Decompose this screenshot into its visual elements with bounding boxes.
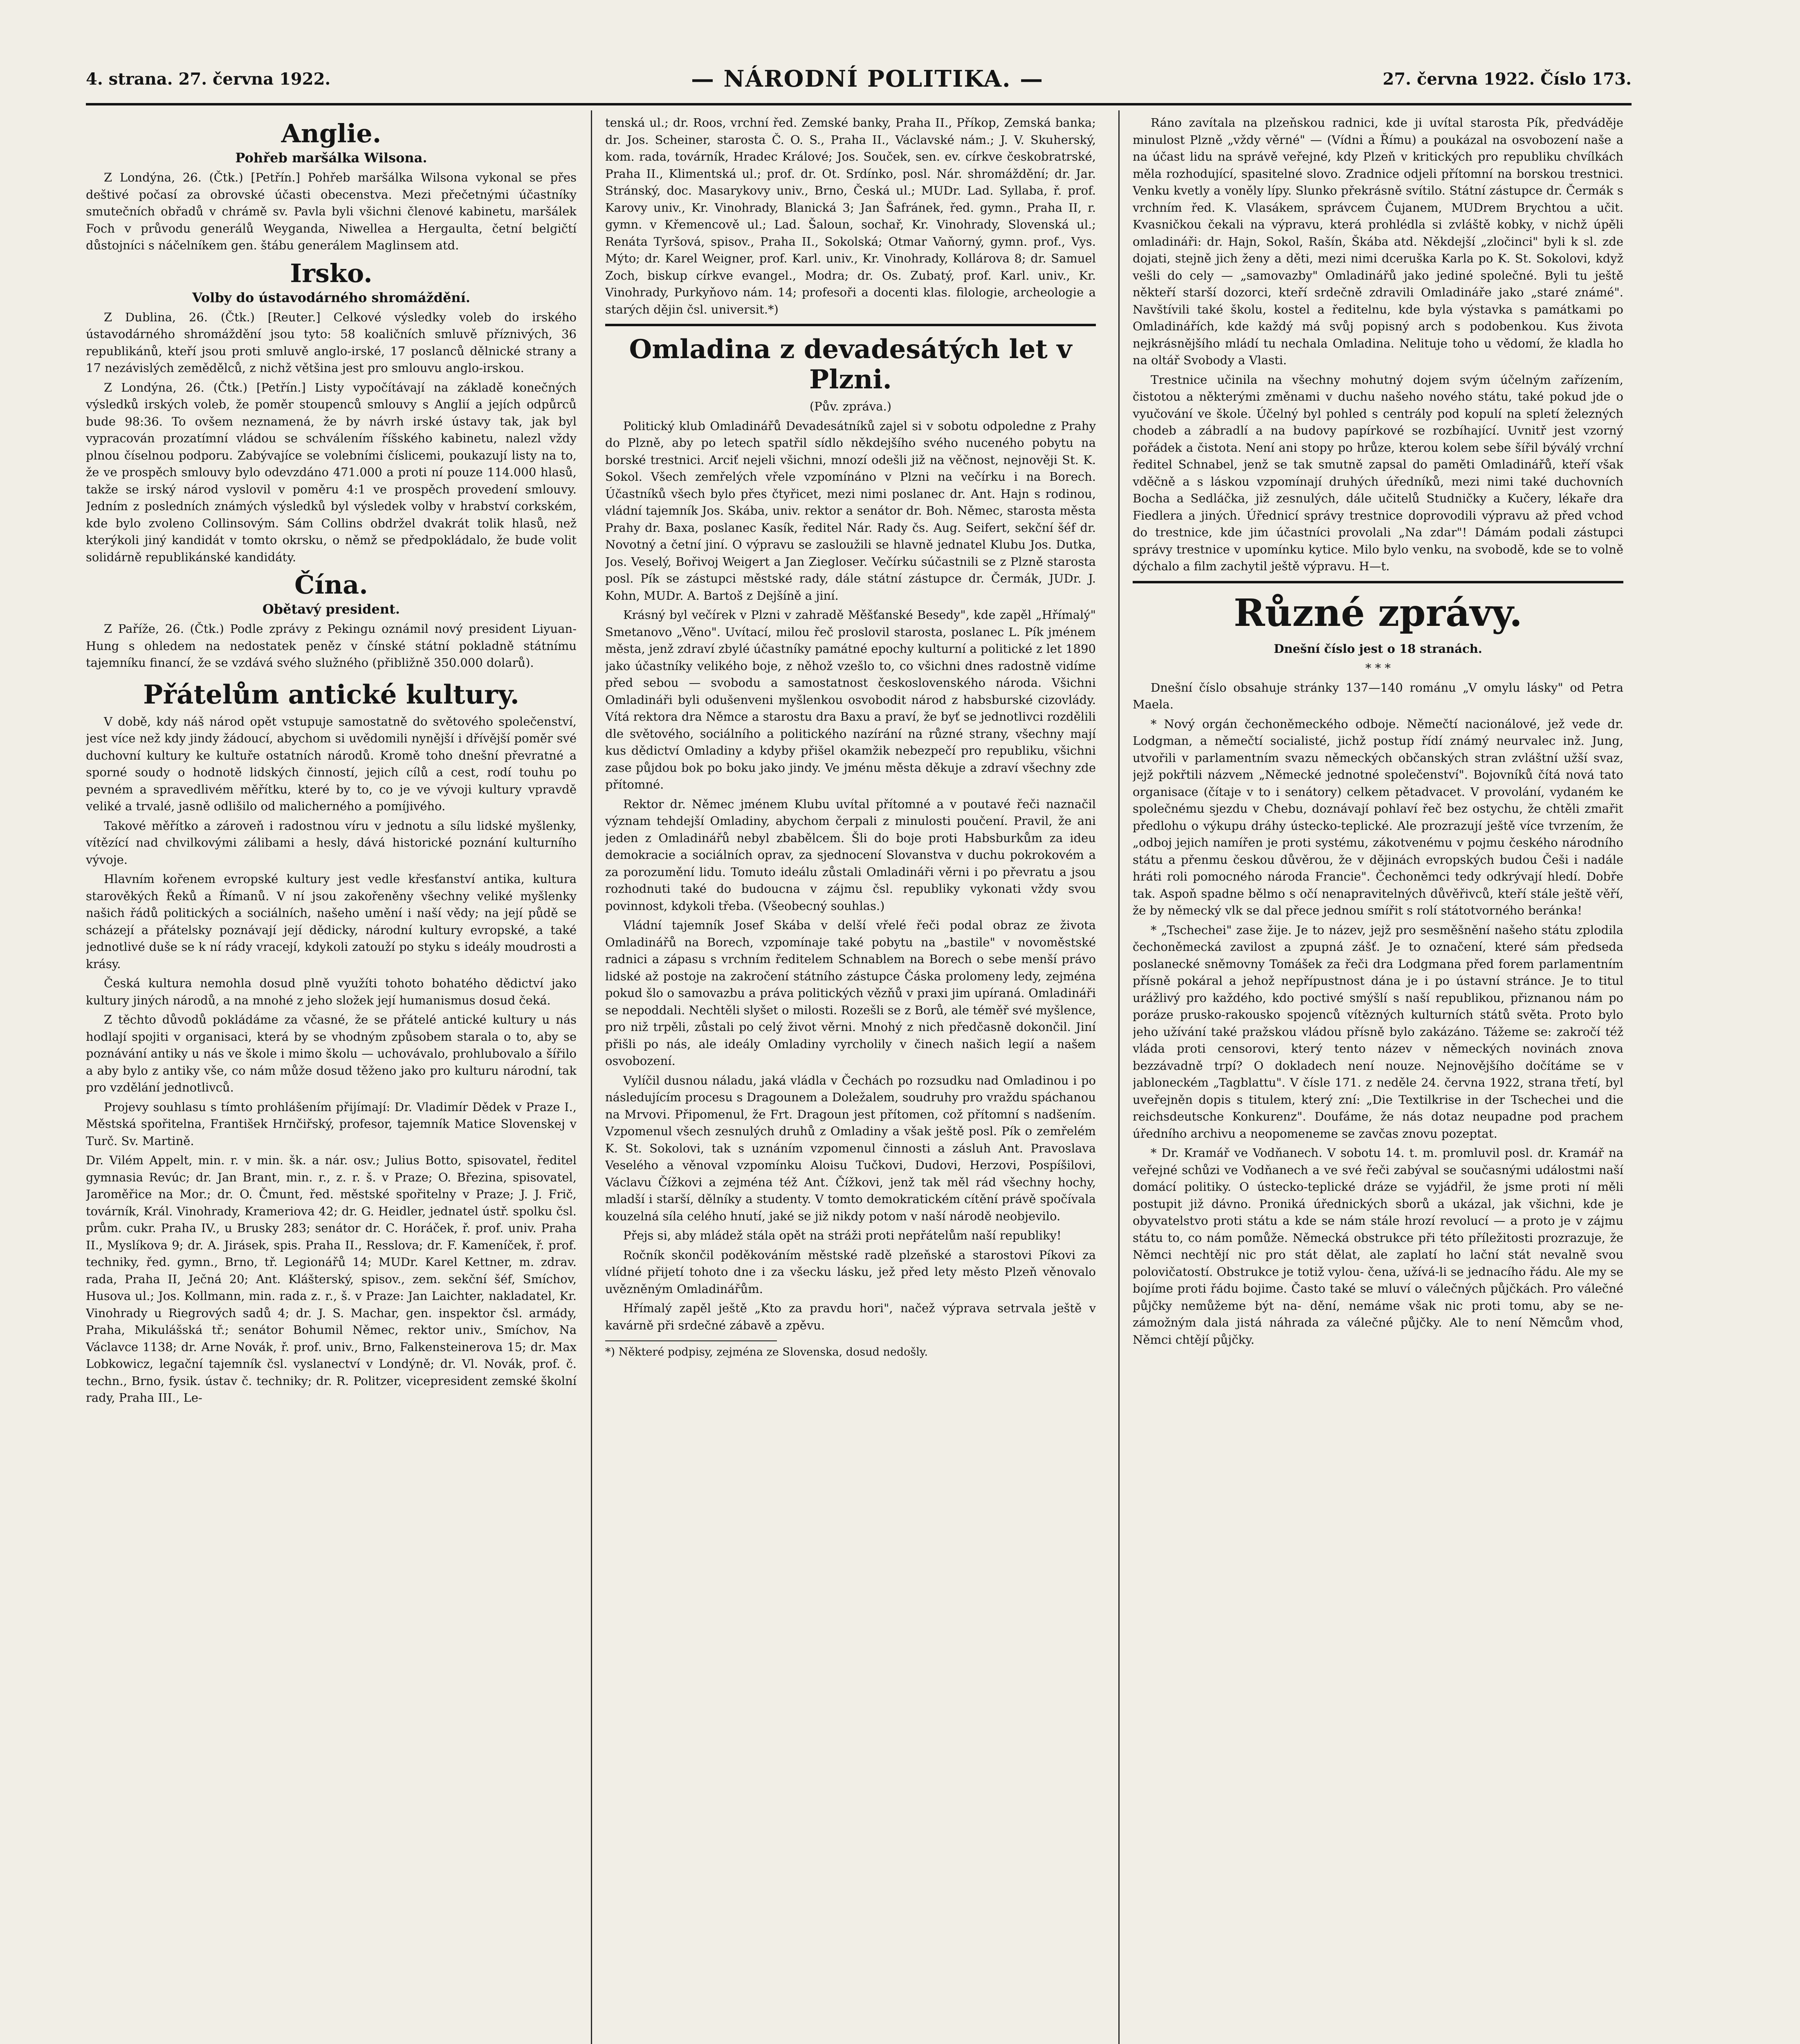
section-title-anglie: Anglie. [281, 119, 382, 148]
section-divider [605, 324, 1096, 326]
article-paragraph: Z Paříže, 26. (Čtk.) Podle zprávy z Pekingu oznámil nový president Liyuan-Hung s ohledem na nedostatek peněz v čínské státní pokladně státnímu tajemníku financí, že se vzdává svého služného (přibližně 350.000 dolarů). [86, 622, 577, 670]
subtitle-volby: Volby do ústavodárného shromáždění. [192, 289, 470, 305]
article-paragraph: Dnešní číslo obsahuje stránky 137—140 románu „V omylu lásky" od Petra Maela. [1133, 680, 1623, 711]
article-paragraph: Krásný byl večírek v Plzni v zahradě Měšťanské Besedy", kde zapěl „Hřímalý" Smetanovo „Věno". Uvítací, milou řeč proslovil starosta, poslanec L. Pík jménem města, jenž zdraví zbylé účastníky památné epochy kulturní a politické z let 1890 jako účastníky velikého boje, z něhož vzešlo to, co všichni dnes radostně vidíme před sebou — svobodu a samostatnost československého národa. Všichni Omladináři byli odušenveni myšlenkou osvobodit národ z habsburské cizovlády. Vítá rektora dra Němce a starostu dra Baxu a praví, že byť se jednotlivci rozdělili dle světového, sociálního a politického nazírání na různé strany, všechny mají kus dědictví Omladiny a kdyby přišel okamžik nebezpečí pro republiku, všichni zase půjdou bok po boku jako jindy. Ve jménu města děkuje a zdraví všechny zde přítomné. [605, 608, 1096, 791]
column-rule-2 [1118, 110, 1120, 2044]
article-paragraph: Česká kultura nemohla dosud plně využíti tohoto bohatého dědictví jako kultury jiných národů, a na mnohé z jeho složek její humanismus dosud čeká. [86, 976, 577, 1007]
headline-antika: Přátelům antické kultury. [143, 679, 519, 710]
article-paragraph: Vládní tajemník Josef Skába v delší vřelé řeči podal obraz ze života Omladinářů na Borech, vzpomínaje také pobytu na „bastile" v novoměstské radnici a zápasu s vrchním ředitelem Schnablem na Borech o sebe menší právo lidské až postoje na zakročení státního zástupce Čáska prolomeny ledy, zejména pokud šlo o samovazbu a práva politických vězňů v praxi jim upíraná. Omladináři se nepoddali. Nechtěli slyšet o milosti. Rozešli se z Borů, ale téměř své myšlence, pro niž trpěli, zůstali po celý život věrni. Mnohý z nich předčasně dokončil. Jiní přišli po nás, ale ideály Omladiny vyrcholily v činech našich legií a našem osvobození. [605, 918, 1096, 1068]
article-paragraph: * „Tschechei" zase žije. Je to název, jejž pro sesměšnění našeho státu zplodila čechoněmecká zavilost a zpupná zášť. Je to označení, které sám předseda poslanecké sněmovny Tomášek za řeči dra Lodgmana před forem parlamentním přísně pokáral a jehož nepřípustnost dána je i po ústavní stránce. Je to titul urážlivý pro každého, kdo poctivé smýšlí s naší republikou, přiznanou nám po poráze prusko-rakousko spojenců vítězných kulturních států světa. Proto bylo jeho užívání také pražskou vládou přísně bylo zakázáno. Tážeme se: zakročí též vláda proti censorovi, který tento název v německých novinách znova bezzávadně trpí? O dokladech není nouze. Nejnovějšího dočítáme se v jabloneckém „Tagblattu". V čísle 171. z neděle 24. června 1922, strana třetí, byl uveřejněn dopis s titulem, který zní: „Die Textilkrise in der Tschechei und die reichsdeutsche Konkurenz". Doufáme, že nás dotaz neupadne pod prachem úředního archivu a neopomeneme se zavčas znovu pozeptat. [1133, 923, 1623, 1141]
footnote: *) Některé podpisy, zejména ze Slovenska, dosud nedošly. [605, 1346, 928, 1358]
section-divider [1133, 581, 1623, 583]
article-paragraph: Přejs si, aby mládež stála opět na stráži proti nepřátelům naší republiky! [623, 1228, 1062, 1242]
footnote-rule [605, 1340, 777, 1341]
header-right: 27. června 1922. Číslo 173. [1383, 69, 1632, 89]
notice-pages: Dnešní číslo jest o 18 stranách. [1274, 641, 1482, 656]
subtitle-wilson: Pohřeb maršálka Wilsona. [235, 150, 427, 166]
separator-stars: * * * [1365, 661, 1391, 675]
newspaper-page [86, 65, 1632, 2044]
article-paragraph: Rektor dr. Němec jménem Klubu uvítal přítomné a v poutavé řeči naznačil význam tehdejší Omladiny, abychom čerpali z minulosti poučení. Pravil, že ani jeden z Omladinářů nebyl zbabělcem. Šli do boje proti Habsburkům za ideu demokracie a sociálních oprav, za sjednocení Slovanstva v duchu pokrokovém a za porozumění lidu. Tomuto ideálu zůstali Omladináři věrni i po převratu a jsou rozhodnuti také do budoucna v zájmu čsl. republiky vykonati vždy svou povinnost, kdykoli třeba. (Všeobecný souhlas.) [605, 797, 1096, 913]
article-paragraph: Takové měřítko a zároveň i radostnou víru v jednotu a sílu lidské myšlenky, vítězící nad chvilkovými zálibami a hesly, dává historické poznání kulturního vývoje. [86, 818, 577, 867]
article-paragraph: Z Londýna, 26. (Čtk.) [Petřín.] Listy vypočítávají na základě konečných výsledků irských voleb, že poměr stoupenců smlouvy s Anglií a jejích odpůrců bude 98:36. To ovšem neznamená, že by návrh irské ústavy tak, jak byl vypracován prozatímní vládou se schválením říšského kabinetu, nalezl vždy plnou číselnou podporu. Zabývajíce se volebními číslicemi, poukazují listy na to, že ve prospěch smlouvy bylo odevzdáno 471.000 a proti ní pouze 114.000 hlasů, takže se irský národ vyslovil v poměru 4:1 ve prospěch provedení smlouvy. Jedním z posledních známých výsledků byl výsledek volby v hrabství corkském, kde bylo zvoleno Collinsovým. Sám Collins obdržel dvakrát tolik hlasů, než kterýkoli jiný kandidát v tomto okrsku, o němž se předpokládalo, že bude volit solidárně republikánské kandidáty. [86, 380, 577, 564]
header-left: 4. strana. 27. června 1922. [86, 69, 331, 89]
column-rule-1 [591, 110, 592, 2044]
article-paragraph: Hlavním kořenem evropské kultury jest vedle křesťanství antika, kultura starověkých Řeků a Římanů. V ní jsou zakořeněny všechny veliké myšlenky našich řádů politických a sociálních, našeho umění i naší vědy; na její půdě se scházejí a přátelsky poznávají její dědicky, národní kultury evropské, a také jednotlivé duše se k ní rády vracejí, kdykoli zatouží po styku s ideály moudrosti a krásy. [86, 872, 577, 971]
masthead-title: — NÁRODNÍ POLITIKA. — [691, 65, 1044, 92]
article-paragraph: * Nový orgán čechoněmeckého odboje. Němečtí nacionálové, jež vede dr. Lodgman, a němečtí socialisté, jichž postup řídí známý neurvalec inž. Jung, utvořili v parlamentním svazu německých občanských stran zvláštní užší svaz, jejž pokřtili názvem „Německé jednotné společenství". Bojovníků čítá nová tato organisace (čítaje v to i senátory) celkem pětadvacet. V provolání, vydaném ke společnému sjezdu v Chebu, doznávají pohlaví řeč bez ostychu, že chtěli zmařit předlohu o výkupu dráhy ústecko-teplické. Ale prozrazují ještě více tvrzením, že „odboj jejich namířen je proti systému, zákotvenému v pojmu českého národního státu a přenmu českou důvěrou, že v dějinách evropských budou Češi i nadále hráti roli pomocného národa Francie". Čechoněmci tedy odkrývají hledí. Dobře tak. Aspoň spadne bělmo s očí nenapravitelných důvěřivců, kteří stále ještě věří, že by německý vlk se dal přece jednou smířit s rolí státotvorného beránka! [1133, 717, 1623, 917]
headline-ruzne-zpravy: Různé zprávy. [1233, 590, 1523, 635]
running-header [86, 65, 1632, 98]
article-paragraph: Politický klub Omladinářů Devadesátníků zajel si v sobotu odpoledne z Prahy do Plzně, aby po letech spatřil sídlo někdejšího svého nuceného pobytu na borské trestnici. Arciť nejeli všichni, mnozí odešli již na věčnost, nejnověji St. K. Sokol. Všech zemřelých vřele vzpomínáno v Plzni na večírku i na Borech. Účastníků všech bylo přes čtyřicet, mezi nimi poslanec dr. Ant. Hajn s rodinou, vládní tajemník Jos. Skába, univ. rektor a senátor dr. Boh. Němec, starosta města Prahy dr. Baxa, poslanec Kasík, ředitel Nár. Rady čs. Aug. Seifert, sekční šéf dr. Novotný a četní jiní. O výpravu se zasloužili se hlavně jednatel Klubu Jos. Dutka, Jos. Veselý, Bořivoj Weigert a Jan Ziegloser. Večírku súčastnili se z Plzně starosta posl. Pík se zástupci městské rady, dále státní zástupce dr. Čermák, JUDr. J. Kohn, MUDr. A. Bartoš z Dejšíně a jiní. [605, 419, 1096, 603]
article-paragraph: Ročník skončil poděkováním městské radě plzeňské a starostovi Píkovi za vlídné přijetí tohoto dne i za všecku lásku, jež před lety město Plzeň věnovalo uvězněným Omladinářům. [605, 1248, 1096, 1296]
section-title-cina: Čína. [294, 570, 368, 600]
byline: (Pův. zpráva.) [809, 399, 892, 413]
header-rule [86, 103, 1632, 105]
article-paragraph: Projevy souhlasu s tímto prohlášením přijímají: Dr. Vladimír Dědek v Praze I., Městská spořitelna, František Hrnčiřský, profesor, tajemník Matice Slovenskej v Turč. Sv. Martině. [86, 1100, 577, 1148]
section-title-irsko: Irsko. [290, 258, 373, 288]
headline-omladina: Omladina z devadesátých let v Plzni. [629, 334, 1072, 395]
column-2 [605, 114, 1096, 2044]
column-3 [1133, 114, 1623, 2044]
column-1 [86, 114, 577, 2044]
signatory-list: Dr. Vilém Appelt, min. r. v min. šk. a nár. osv.; Julius Botto, spisovatel, ředitel gymnasia Revúc; dr. Jan Brant, min. r., z. r. š. v Praze; O. Březina, spisovatel, Jaroměřice na Mor.; dr. O. Čmunt, řed. městské spořitelny v Praze; J. J. Frič, továrník, Král. Vinohrady, Krameriova 42; dr. G. Heidler, jednatel ústř. spolku čsl. prům. cukr. Praha IV., u Brusky 283; senátor dr. C. Horáček, ř. prof. univ. Praha II., Myslíkova 9; dr. A. Jirásek, spis. Praha II., Resslova; dr. F. Kameníček, ř. prof. techniky, řed. gymn., Brno, tř. Legionářů 14; MUDr. Karel Kettner, m. zdrav. rada, Praha II, Ječná 20; Ant. Klášterský, spisov., zem. sekční šéf, Smíchov, Husova ul.; Jos. Kollmann, min. rada z. r., š. v Praze: Jan Laichter, nakladatel, Kr. Vinohrady u Riegrových sadů 4; dr. J. S. Machar, gen. inspektor čsl. armády, Praha, Mikulášská tř.; senátor Bohumil Němec, rektor univ., Smíchov, Na Václavce 1138; dr. Arne Novák, ř. prof. univ., Brno, Falkensteinerova 15; dr. Max Lobkowicz, legační tajemník čsl. vyslanectví v Londýně; dr. Vl. Novák, prof. č. techn., Brno, fysik. ústav č. techniky; dr. R. Politzer, vicepresident zemské školní rady, Praha III., Le- [86, 1153, 577, 1405]
article-paragraph: Z těchto důvodů pokládáme za včasné, že se přátelé antické kultury u nás hodlají spojiti v organisaci, která by se vhodným způsobem starala o to, aby se poznávání antiky u nás ve škole i mimo školu — uchovávalo, prohlubovalo a šířilo a aby bylo z antiky vše, co nám může dosud těženo jako pro kulturu národní, tak pro vzdělání jednotlivců. [86, 1013, 577, 1094]
subtitle-president: Obětavý president. [262, 601, 400, 617]
article-paragraph: Hřímalý zapěl ještě „Kto za pravdu hori", načež výprava setrvala ještě v kavárně při srdečné zábavě a zpěvu. [605, 1301, 1096, 1332]
article-paragraph: Vylíčil dusnou náladu, jaká vládla v Čechách po rozsudku nad Omladinou i po následujícím procesu s Dragounem a Doležalem, soudruhy pro vraždu spáchanou na Mrvovi. Připomenul, že Frt. Dragoun jest přítomen, což přítomní s nadšením. Vzpomenul všech zesnulých druhů z Omladiny a však ještě posl. Pík o zemřelém K. St. Sokolovi, tak s uznáním vzpomenul činnosti a zásluh Ant. Pravoslava Veselého a věnoval vzpomínku Aloisu Tučkovi, Dudovi, Herzovi, Pospíšilovi, Václavu Čížkovi a zejména též Ant. Čížkovi, jenž tak měl rád všechny hochy, mladší i starší, dělníky a studenty. V tomto demokratickém cítění právě spočívala kouzelná síla celého hnutí, jaké se již nikdy potom v naší národě neobjevilo. [605, 1073, 1096, 1223]
article-paragraph: Ráno zavítala na plzeňskou radnici, kde ji uvítal starosta Pík, předváděje minulost Plzně „vždy věrné" — (Vídni a Římu) a poukázal na osvobození naše a na účast lidu na správě veřejné, kdy Plzeň v kritických pro republiku chvílkách měla rozhodující, spasitelné slovo. Zradnice odjeli přítomní na borskou trestnici. Venku kvetly a voněly lípy. Slunko překrásně svítilo. Státní zástupce dr. Čermák s vrchním řed. K. Vlasákem, správcem Čujanem, MUDrem Brychtou a učit. Kvasničkou čekali na výpravu, která prohlédla si zvláště kobky, v nichž úpěli omladináři: dr. Hajn, Sokol, Rašín, Škába atd. Někdejší „zločinci" byli k sl. zde dojati, stejně jich ženy a děti, mezi nimi dceruška Karla po K. St. Sokolovi, když vešli do cely — „samovazby" Omladinářů jako jediné společné. Byli tu ještě někteří starší dozorci, kteří srdečně zdravili Omladináře jako „staré známé". Navštívili také školu, kostel a ředitelnu, kde byla výstavka s památkami po Omladinářích, kde každý má svůj popisný arch s podobenkou. Kus života nejkrásnějšího mládí tu nechala Omladina. Nelituje toho u vědomí, že kladla ho na oltář Svobody a Vlasti. [1133, 116, 1623, 367]
article-paragraph: Z Londýna, 26. (Čtk.) [Petřín.] Pohřeb maršálka Wilsona vykonal se přes deštivé počasí za obrovské účasti obecenstva. Mezi přečetnými účastníky smutečních obřadů v chrámě sv. Pavla byli všichni členové kabinetu, maršálek Foch v průvodu generálů Weyganda, Niwellea a Hergaulta, četní belgičtí důstojníci s náčelníkem gen. štábu generálem Maglinsem atd. [86, 170, 577, 252]
article-paragraph: * Dr. Kramář ve Vodňanech. V sobotu 14. t. m. promluvil posl. dr. Kramář na veřejné schůzi ve Vodňanech a ve své řeči zabýval se současnými událostmi naší domácí politiky. O ústecko-teplické dráze se vyjádřil, že jsme proti ní měli postupit již dávno. Proniká úřednických sborů a ukázal, jak všichni, kde je obyvatelstvo proti státu a kde se nám stále hrozí revolucí — a proto je v zájmu státu to, co nám pomůže. Německá obstrukce při této příležitosti prozrazuje, že Němci nechtějí nic pro stát dělat, ale zaplatí ho lační stát nevalně svou polovičatostí. Obstrukce je totiž vylou- čena, užívá-li se jednacího řádu. Ale my se bojíme proti řádu bojime. Často také se mluví o válečných půjčkách. Pro válečné půjčky nemůžeme být na- dění, nemáme však nic proti tomu, aby se ne- zámožným dala jistá náhrada za válečné půjčky. Ale to není Němcům vhod, Němci chtějí půjčky. [1133, 1146, 1623, 1347]
signatory-list-continued: tenská ul.; dr. Roos, vrchní řed. Zemské banky, Praha II., Příkop, Zemská banka; dr. Jos. Scheiner, starosta Č. O. S., Praha II., Václavské nám.; J. V. Skuherský, kom. rada, továrník, Hradec Králové; Jos. Souček, sen. ev. církve českobratrské, Praha II., Klimentská ul.; prof. dr. Ot. Srdínko, posl. Nár. shromáždění; dr. Jar. Stránský, doc. Masarykovy univ., Brno, Česká ul.; MUDr. Lad. Syllaba, ř. prof. Karovy univ., Kr. Vinohrady, Blanická 3; Jan Šafránek, řed. gymn., Praha II, r. gymn. v Křemencově ul.; Lad. Šaloun, sochař, Kr. Vinohrady, Slovenská ul.; Renáta Tyršová, spisov., Praha II., Sokolská; Otmar Vaňorný, gymn. prof., Vys. Mýto; dr. Karel Weigner, prof. Karl. univ., Kr. Vinohrady, Kollárova 8; dr. Samuel Zoch, biskup církve evangel., Modra; dr. Os. Zubatý, prof. Karl. univ., Kr. Vinohrady, Purkyňovo nám. 14; profesoři a docenti klas. filologie, archeologie a starých dějin čsl. universit.*) [605, 116, 1096, 316]
article-paragraph: Z Dublina, 26. (Čtk.) [Reuter.] Celkové výsledky voleb do irského ústavodárného shromáždění jsou tyto: 58 koaličních smluvě příznivých, 36 republikánů, kteří jsou proti smluvě anglo-irské, 17 poslanců dělnické strany a 17 nezávislých zemědělců, z nichž většina jest pro smlouvu anglo-irskou. [86, 310, 577, 375]
article-paragraph: Trestnice učinila na všechny mohutný dojem svým účelným zařízením, čistotou a některými změnami v duchu našeho nového státu, také pokud jde o vyučování ve škole. Účelný byl pohled s centrály pod kopulí na spletí železných chodeb a zábradlí a na budovy papírkové se rozbíhající. Uvnitř jest vzorný pořádek a čistota. Není ani stopy po hrůze, kterou kolem sebe šířil býválý vrchní ředitel Schnabel, jenž se tak smutně zapsal do paměti Omladinářů, kteří však vděčně a s láskou vzpomínají druhých úředníků, mezi nimi také duchovních Bocha a Sedláčka, již zesnulých, dále učitelů Studničky a Kučery, lékaře dra Fiedlera a jiných. Úřednicí správy trestnice doprovodili výpravu až před vchod do trestnice, kde jim účastníci provolali „Na zdar"! Dámám podali zástupci správy trestnice v upomínku kytice. Milo bylo venku, na svobodě, kde se to volně dýchalo a film zachytil ještě výpravu. H—t. [1133, 372, 1623, 573]
article-paragraph: V době, kdy náš národ opět vstupuje samostatně do světového společenství, jest více než kdy jindy žádoucí, abychom si uvědomili nynější i dřívější poměr své duchovní kultury ke kultuře ostatních národů. Kromě toho dnešní převratné a sporné soudy o hodnotě lidských činností, jejich cílů a cest, rodí touhu po pevném a spravedlivém měřítku, které by to, co je ve vývoji kultury vpravdě veliké a trvalé, jasně odlišilo od malicherného a pomíjivého. [86, 714, 577, 813]
